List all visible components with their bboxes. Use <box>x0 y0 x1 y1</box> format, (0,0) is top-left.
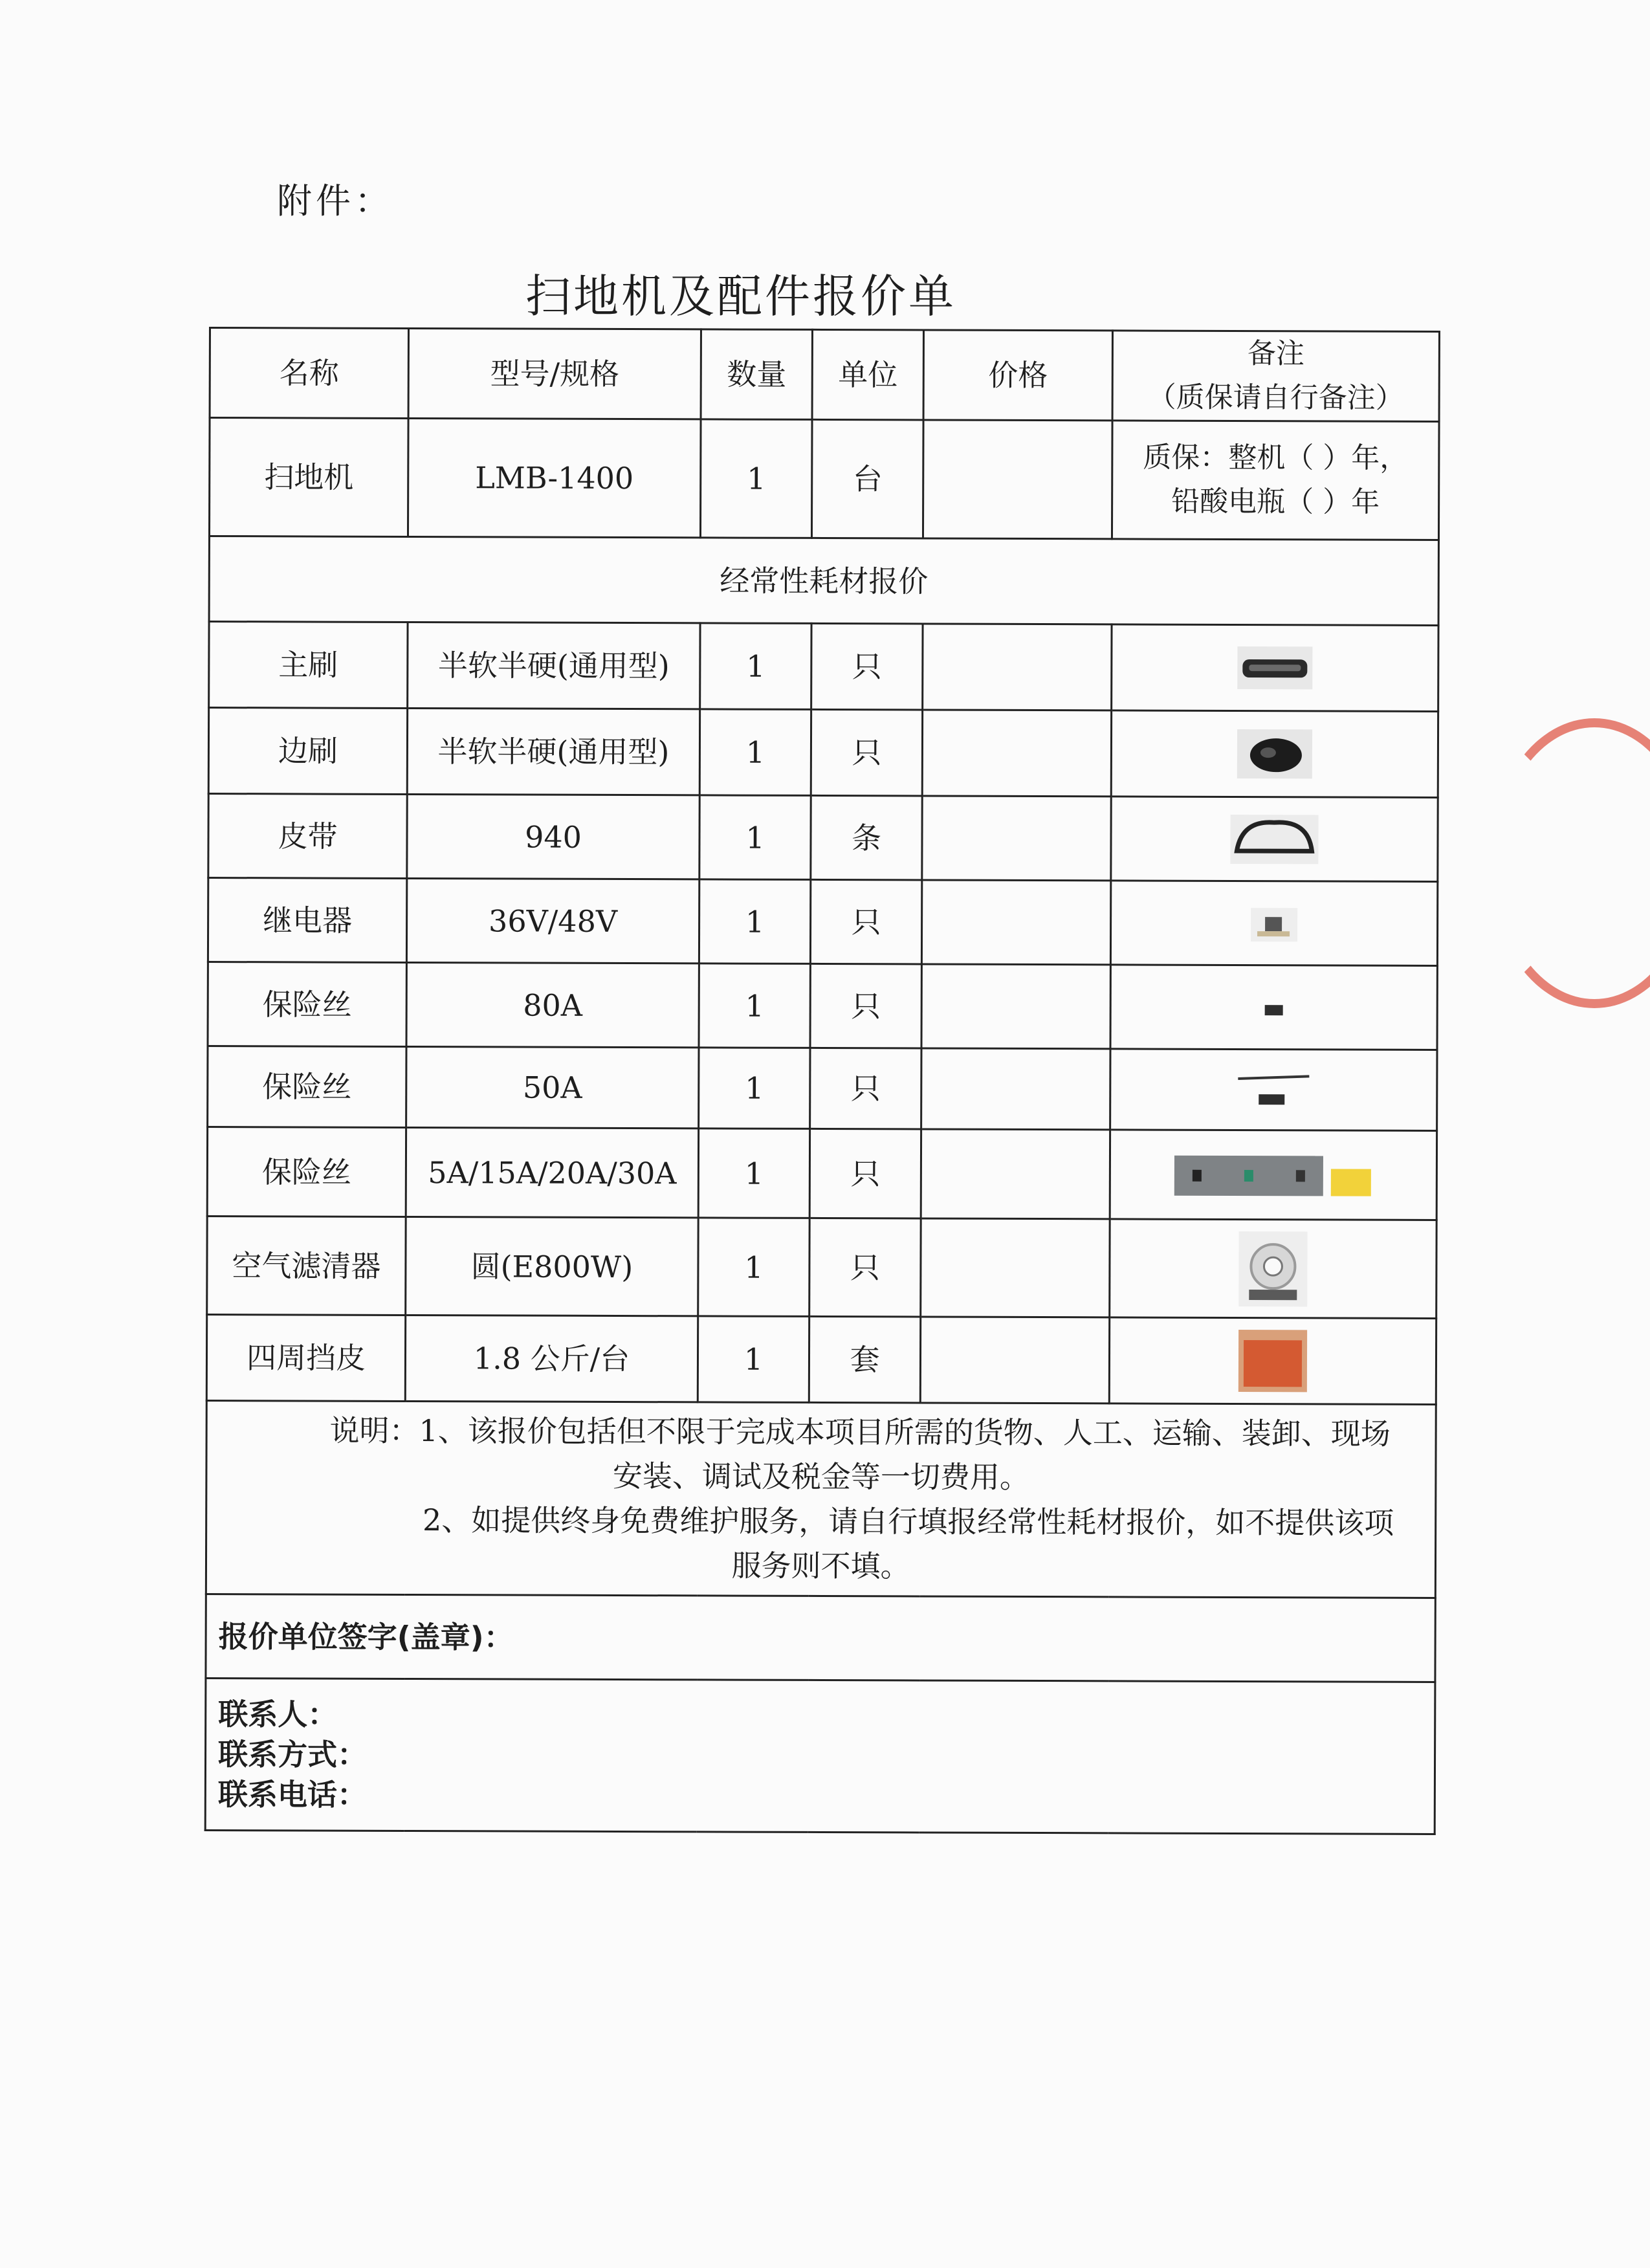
item-qty: 1 <box>698 1128 809 1218</box>
header-remarks-line1: 备注 <box>1247 337 1304 371</box>
item-unit: 套 <box>809 1317 920 1404</box>
item-name: 四周挡皮 <box>206 1315 405 1402</box>
item-price[interactable] <box>921 880 1110 965</box>
fuse-set-photo <box>1173 1149 1374 1202</box>
item-photo-cell <box>1110 881 1437 966</box>
item-model: 5A/15A/20A/30A <box>406 1128 698 1218</box>
machine-name: 扫地机 <box>209 418 408 537</box>
item-price[interactable] <box>921 1048 1110 1130</box>
contact-cell <box>205 1679 1435 1834</box>
notes-row <box>206 1401 1436 1598</box>
item-qty: 1 <box>699 879 810 964</box>
header-price: 价格 <box>923 330 1112 421</box>
note-line-1: 说明：1、该报价包括但不限于完成本项目所需的货物、人工、运输、装卸、现场 <box>329 1413 1391 1452</box>
machine-price[interactable] <box>923 420 1112 539</box>
item-qty: 1 <box>698 1316 809 1403</box>
signature-label[interactable]: 报价单位签字(盖章)： <box>206 1594 1435 1682</box>
contact-person[interactable]: 联系人： <box>218 1697 338 1732</box>
consumables-heading: 经常性耗材报价 <box>209 536 1438 626</box>
consumables-heading-row <box>209 536 1438 626</box>
contact-phone[interactable]: 联系电话： <box>217 1777 367 1813</box>
machine-model: LMB-1400 <box>408 419 701 538</box>
header-qty: 数量 <box>701 329 812 420</box>
item-photo-cell <box>1110 1049 1437 1131</box>
item-price[interactable] <box>920 1317 1109 1404</box>
table-row <box>208 1046 1437 1131</box>
item-qty: 1 <box>698 1218 809 1317</box>
item-qty: 1 <box>699 1048 810 1129</box>
table-row <box>209 622 1438 712</box>
fuse-50a-photo <box>1231 1072 1315 1111</box>
item-photo-cell <box>1110 1130 1436 1220</box>
machine-unit: 台 <box>811 420 923 539</box>
item-price[interactable] <box>921 1218 1110 1317</box>
item-qty: 1 <box>699 963 810 1048</box>
item-photo-cell <box>1110 1219 1436 1319</box>
item-model: 圆(E800W) <box>406 1217 698 1316</box>
item-qty: 1 <box>700 623 811 710</box>
table-row <box>208 962 1437 1050</box>
header-remarks-line2: （质保请自行备注） <box>1147 380 1404 415</box>
signature-row <box>206 1594 1435 1682</box>
relay-photo <box>1248 905 1300 944</box>
item-unit: 只 <box>810 1048 921 1130</box>
table-row <box>208 708 1438 798</box>
fuse-80a-photo <box>1255 997 1293 1023</box>
attachment-label: 附件： <box>277 181 393 221</box>
table-row <box>208 794 1438 882</box>
item-model: 1.8 公斤/台 <box>405 1316 698 1402</box>
machine-remark-line1: 质保：整机（ ）年， <box>1143 441 1409 476</box>
page-title: 扫地机及配件报价单 <box>525 270 956 323</box>
item-photo-cell <box>1111 797 1438 882</box>
air-filter-photo <box>1237 1230 1308 1308</box>
table-row <box>207 1217 1436 1319</box>
item-photo-cell <box>1111 710 1438 798</box>
item-photo-cell <box>1110 965 1437 1050</box>
item-price[interactable] <box>922 710 1111 797</box>
machine-qty: 1 <box>700 419 812 538</box>
item-model: 80A <box>406 963 699 1048</box>
note-line-3: 2、如提供终身免费维护服务，请自行填报经常性耗材报价，如不提供该项 <box>422 1503 1394 1541</box>
belt-photo <box>1229 813 1319 865</box>
main-brush-photo <box>1236 645 1314 690</box>
item-photo-cell <box>1109 1317 1436 1405</box>
item-unit: 只 <box>810 964 921 1049</box>
item-price[interactable] <box>921 964 1110 1049</box>
machine-remark-line2: 铅酸电瓶（ ）年 <box>1171 485 1380 520</box>
contact-row <box>205 1679 1435 1834</box>
item-unit: 只 <box>809 1129 921 1219</box>
item-price[interactable] <box>922 796 1111 881</box>
note-line-2: 安装、调试及税金等一切费用。 <box>612 1459 1030 1495</box>
header-unit: 单位 <box>812 329 923 420</box>
item-price[interactable] <box>923 624 1112 710</box>
item-qty: 1 <box>699 795 811 880</box>
header-name: 名称 <box>210 328 408 419</box>
contact-method[interactable]: 联系方式： <box>217 1737 368 1773</box>
item-unit: 条 <box>811 796 922 881</box>
table-row <box>207 1127 1436 1220</box>
item-photo-cell <box>1112 624 1438 712</box>
item-model: 50A <box>406 1047 699 1128</box>
item-name: 保险丝 <box>208 962 406 1047</box>
item-model: 940 <box>407 795 699 879</box>
machine-remark <box>1112 421 1439 540</box>
item-price[interactable] <box>921 1129 1110 1219</box>
quote-table <box>204 327 1440 1835</box>
item-unit: 只 <box>809 1218 921 1317</box>
table-row <box>206 1315 1436 1405</box>
item-name: 保险丝 <box>208 1046 406 1128</box>
header-model: 型号/规格 <box>408 328 701 419</box>
official-seal-stamp <box>1488 718 1650 1008</box>
item-name: 继电器 <box>208 878 406 963</box>
item-name: 空气滤清器 <box>207 1217 406 1316</box>
item-unit: 只 <box>811 710 922 797</box>
notes-cell <box>206 1401 1436 1598</box>
skirt-rubber-photo <box>1237 1328 1308 1393</box>
note-line-4: 服务则不填。 <box>731 1548 910 1584</box>
item-name: 皮带 <box>208 794 407 879</box>
item-model: 半软半硬(通用型) <box>407 709 699 795</box>
item-model: 半软半硬(通用型) <box>408 622 700 709</box>
machine-row <box>209 418 1439 540</box>
table-row <box>208 878 1437 966</box>
header-row <box>210 328 1439 422</box>
item-name: 边刷 <box>208 708 407 795</box>
item-name: 主刷 <box>209 622 408 709</box>
item-unit: 只 <box>810 880 921 965</box>
side-brush-photo <box>1236 728 1314 780</box>
item-qty: 1 <box>699 709 811 796</box>
item-model: 36V/48V <box>406 879 699 963</box>
item-unit: 只 <box>811 624 923 710</box>
header-remarks <box>1112 331 1439 422</box>
item-name: 保险丝 <box>207 1127 406 1217</box>
